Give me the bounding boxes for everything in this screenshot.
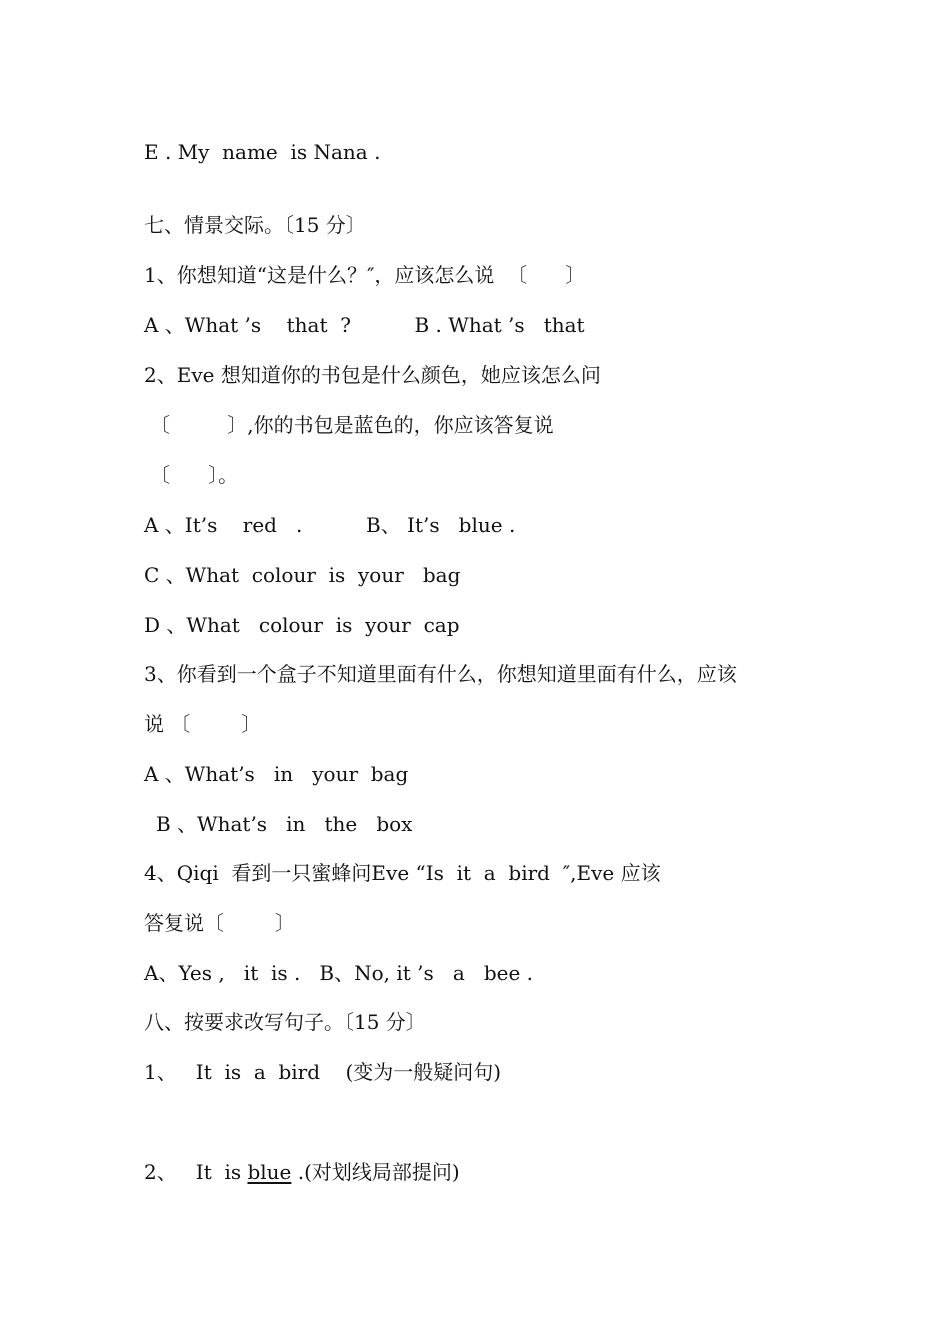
question-2-continued: 〔 〕,你的书包是蓝色的，你应该答复说 [150,413,554,437]
question-2: 2、Eve 想知道你的书包是什么颜色，她应该怎么问 [144,363,601,387]
section-7-title: 七、情景交际。〔15 分〕 [144,213,366,237]
question-3-continued: 说 〔 〕 [144,712,262,736]
rewrite-question-2-instruction: .(对划线局部提问) [291,1160,460,1184]
question-3-option-a: A 、What’s in your bag [144,762,409,786]
question-2-option-d: D 、What colour is your cap [144,613,460,637]
section-8-title: 八、按要求改写句子。〔15 分〕 [144,1010,426,1034]
question-4: 4、Qiqi 看到一只蜜蜂问Eve “Is it a bird ″,Eve 应该 [144,861,661,885]
option-e: E . My name is Nana . [144,140,381,164]
question-3-option-b: B 、What’s in the box [156,812,413,836]
underlined-word: blue [247,1160,292,1184]
question-2-options-ab: A 、It’s red . B、 It’s blue . [144,513,516,537]
question-1: 1、你想知道“这是什么？″，应该怎么说 〔 〕 [144,263,586,287]
question-4-continued: 答复说〔 〕 [144,911,295,935]
question-4-options: A、Yes , it is . B、No, it ’s a bee . [144,961,534,985]
question-3: 3、你看到一个盒子不知道里面有什么，你想知道里面有什么，应该 [144,662,737,686]
rewrite-question-1: 1、 It is a bird (变为一般疑问句) [144,1060,502,1084]
rewrite-question-2 [144,1158,460,1186]
question-2-continued-2: 〔 〕。 [150,463,239,487]
question-1-options: A 、What ’s that ? B . What ’s that [144,313,585,337]
question-2-option-c: C 、What colour is your bag [144,563,461,587]
rewrite-question-2-prefix: 2、 It is [144,1160,248,1184]
